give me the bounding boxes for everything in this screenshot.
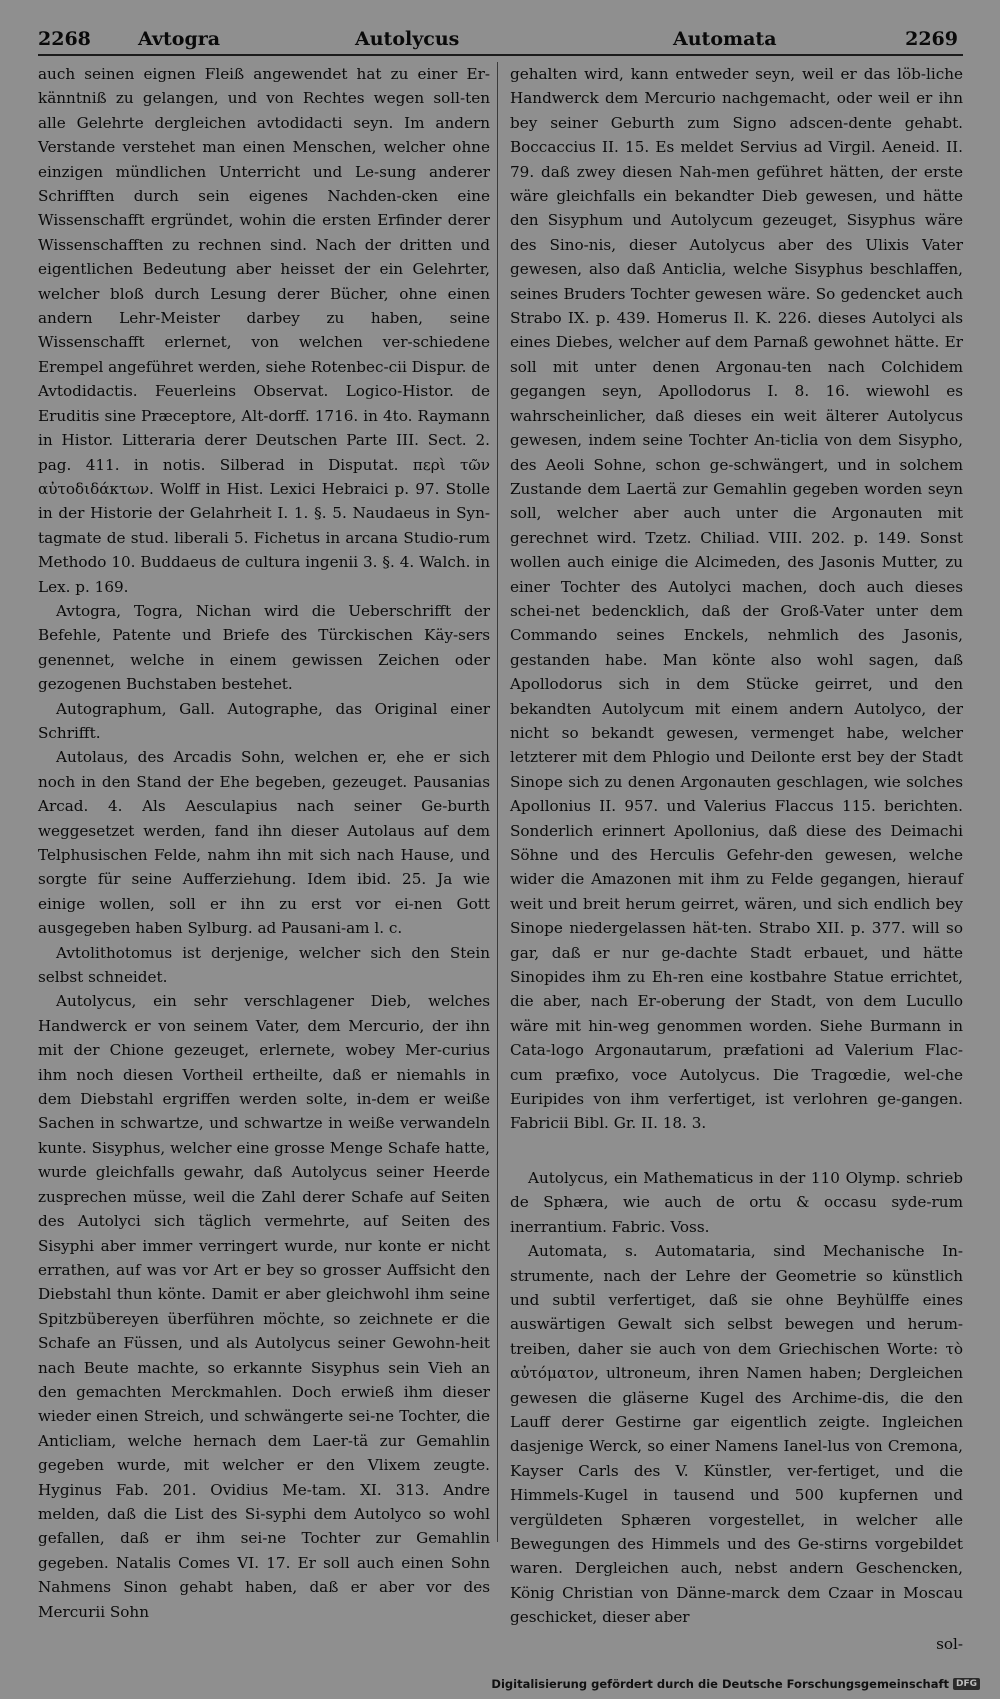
- column-divider: [497, 62, 498, 1542]
- entry-autolycus: Autolycus, ein sehr verschlagener Dieb, welches Handwerck er von seinem Vater, dem Mercurio, der ihn mit der Chione gezeuget, erlernete, wobey Mer-curius ihm noch diesen Vortheil ertheilte, daß er niemahls in dem Diebstahl ergriffen werden solte, in-dem er weiße Sachen in schwartze, und schwartze in weiße verwandeln kunte. Sisyphus, welcher eine grosse Menge Schafe hatte, wurde gleichfalls gewahr, daß Autolycus seiner Heerde zusprechen müsse, weil die Zahl derer Schafe auf Seiten des Autolyci sich täglich vermehrte, auf Seiten des Sisyphi aber immer verringert wurde, nur konte er nicht errathen, auf was vor Art er bey so grosser Auffsicht den Diebstahl thun könte. Damit er aber gleichwohl ihm seine Spitzbübereyen überführen möchte, so zeichnete er die Schafe an Füssen, und als Autolycus seiner Gewohn-heit nach Beute machte, so erkannte Sisyphus sein Vieh an den gemachten Merckmahlen. Doch erwieß ihm dieser wieder einen Streich, und schwängerte sei-ne Tochter, die Anticliam, welche hernach dem Laer-tä zur Gemahlin gegeben wurde, mit welcher er den Vlixem zeugte. Hyginus Fab. 201. Ovidius Me-tam. XI. 313. Andre melden, daß die List des Si-syphi dem Autolyco so wohl gefallen, daß er ihm sei-ne Tochter zur Gemahlin gegeben. Natalis Comes VI. 17. Er soll auch einen Sohn Nahmens Sinon gehabt haben, daß er aber vor des Mercurii Sohn: [38, 992, 490, 1621]
- digitization-footer: [491, 1677, 980, 1691]
- page-number-right: 2269: [905, 28, 958, 50]
- entry-autolycus-cont: gehalten wird, kann entweder seyn, weil er das löb-liche Handwerck dem Mercurio nachgemacht, oder weil er ihn bey seiner Geburth zum Signo adscen-dente gehabt. Boccaccius II. 15. Es meldet Servius ad Virgil. Aeneid. II. 79. daß zwey diesen Nah-men geführet hätten, der erste wäre gleichfalls ein bekandter Dieb gewesen, und hätte den Sisyphum und Autolycum gezeuget, Sisyphus wäre des Sino-nis, dieser Autolycus aber des Ulixis Vater gewesen, also daß Anticlia, welche Sisyphus beschlaffen, seines Bruders Tochter gewesen wäre. So gedencket auch Strabo IX. p. 439. Homerus Il. K. 226. dieses Autolyci als eines Diebes, welcher auf dem Parnaß gewohnet hätte. Er soll mit unter denen Argonau-ten nach Colchidem gegangen seyn, Apollodorus I. 8. 16. wiewohl es wahrscheinlicher, daß dieses ein weit älterer Autolycus gewesen, indem seine Tochter An-ticlia von dem Sisypho, des Aeoli Sohne, schon ge-schwängert, und in solchem Zustande dem Laertä zur Gemahlin gegeben worden seyn soll, welcher aber auch unter die Argonauten mit gerechnet wird. Tzetz. Chiliad. VIII. 202. p. 149. Sonst wollen auch einige die Alcimeden, des Jasonis Mutter, zu einer Tochter des Autolyci machen, doch auch dieses schei-net bedencklich, daß der Groß-Vater unter dem Commando seines Enckels, nehmlich des Jasonis, gestanden habe. Man könte also wohl sagen, daß Apollodorus sich in dem Stücke geirret, und den bekandten Autolycum mit einem andern Autolyco, der nicht so bekandt gewesen, vermenget habe, welcher letzterer mit dem Phlogio und Deilonte erst bey der Stadt Sinope sich zu denen Argonauten geschlagen, wie solches Apollonius II. 957. und Valerius Flaccus 115. berichten. Sonderlich erinnert Apollonius, daß diese des Deimachi Söhne und des Herculis Gefehr-den gewesen, welche wider die Amazonen mit ihm zu Felde gegangen, hierauf weit und breit herum geirret, wären, und sich endlich bey Sinope niedergelassen hät-ten. Strabo XII. p. 377. will so gar, daß er nur ge-dachte Stadt erbauet, und hätte Sinopides ihm zu Eh-ren eine kostbahre Statue errichtet, die aber, nach Er-oberung der Stadt, von dem Lucullo wäre mit hin-weg genommen worden. Siehe Burmann in Cata-logo Argonautarum, præfationi ad Valerium Flac-cum præfixo, voce Autolycus. Die Tragœdie, wel-che Euripides von ihm verfertiget, ist verlohren ge-gangen. Fabricii Bibl. Gr. II. 18. 3.: [510, 65, 963, 1133]
- entry-avtodidactus-cont: auch seinen eignen Fleiß angewendet hat zu einer Er-känntniß zu gelangen, und von Rechtes wegen soll-ten alle Gelehrte dergleichen avtodidacti seyn. Im andern Verstande verstehet man einen Menschen, welcher ohne einzigen mündlichen Unterricht und Le-sung anderer Schrifften durch sein eigenes Nachden-cken eine Wissenschafft ergründet, wohin die ersten Erfinder derer Wissenschafften zu rechnen sind. Nach der dritten und eigentlichen Bedeutung aber heisset der ein Gelehrter, welcher bloß durch Lesung derer Bücher, ohne einen andern Lehr-Meister darbey zu haben, seine Wissenschafft erlernet, von welchen ver-schiedene Erempel angeführet werden, siehe Rotenbec-cii Dispur. de Avtodidactis. Feuerleins Observat. Logico-Histor. de Eruditis sine Præceptore, Alt-dorff. 1716. in 4to. Raymann in Histor. Litteraria derer Deutschen Parte III. Sect. 2. pag. 411. in notis. Silberad in Disputat. περὶ τῶν αὐτοδιδάκτων. Wolff in Hist. Lexici Hebraici p. 97. Stolle in der Historie der Gelahrheit I. 1. §. 5. Naudaeus in Syn-tagmate de stud. liberali 5. Fichetus in arcana Studio-rum Methodo 10. Buddaeus de cultura ingenii 3. §. 4. Walch. in Lex. p. 169.: [38, 65, 490, 596]
- entry-gap: [510, 1136, 963, 1166]
- entry-automata: Automata, s. Automataria, sind Mechanische In-strumente, nach der Lehre der Geometrie so künstlich und subtil verfertiget, daß sie ohne Beyhülffe eines auswärtigen Gewalt sich selbst bewegen und herum-treiben, daher sie auch von dem Griechischen Worte: τὸ αὐτόματον, ultroneum, ihren Namen haben; Dergleichen gewesen die gläserne Kugel des Archime-dis, die den Lauff derer Gestirne gar eigentlich zeigte. Ingleichen dasjenige Werck, so einer Namens Ianel-lus von Cremona, Kayser Carls des V. Künstler, ver-fertiget, und die Himmels-Kugel in tausend und 500 kupfernen und vergüldeten Sphæren vorgestellet, in welcher alle Bewegungen des Himmels und des Ge-stirns vorgebildet waren. Dergleichen auch, nebst andern Geschencken, König Christian von Dänne-marck dem Czaar in Moscau geschicket, dieser aber: [510, 1242, 963, 1627]
- page-number-left: 2268: [38, 28, 91, 50]
- page-header: [38, 22, 958, 56]
- entry-avtolithotomus: Avtolithotomus ist derjenige, welcher sich den Stein selbst schneidet.: [38, 943, 490, 987]
- entry-avtogra: Avtogra, Togra, Nichan wird die Ueberschrifft der Befehle, Patente und Briefe des Türckischen Käy-sers genennet, welche in einem gewissen Zeichen oder gezogenen Buchstaben bestehet.: [38, 601, 490, 694]
- left-column: [38, 62, 490, 1624]
- catchword-bottom: sol-: [936, 1634, 963, 1653]
- entry-autolaus: Autolaus, des Arcadis Sohn, welchen er, ehe er sich noch in den Stand der Ehe begeben, gezeuget. Pausanias Arcad. 4. Als Aesculapius nach seiner Ge-burth weggesetzet werden, fand ihn dieser Autolaus auf dem Telphusischen Felde, nahm ihn mit sich nach Hause, und sorgte für seine Aufferziehung. Idem ibid. 25. Ja wie einige wollen, soll er ihn zu erst vor ei-nen Gott ausgegeben haben Sylburg. ad Pausani-am l. c.: [38, 748, 490, 938]
- catchword-center: Autolycus: [355, 28, 460, 50]
- catchword-left: Avtogra: [138, 28, 221, 50]
- entry-autolycus-mathematicus: Autolycus, ein Mathematicus in der 110 Olymp. schrieb de Sphæra, wie auch de ortu & occasu syde-rum inerrantium. Fabric. Voss.: [510, 1168, 963, 1236]
- catchword-right: Automata: [673, 28, 777, 50]
- header-rule: [38, 54, 963, 56]
- right-column: [510, 62, 963, 1656]
- footer-text: Digitalisierung gefördert durch die Deutsche Forschungsgemeinschaft: [491, 1677, 949, 1691]
- dfg-logo: DFG: [953, 1678, 980, 1690]
- entry-autographum: Autographum, Gall. Autographe, das Original einer Schrifft.: [38, 699, 490, 742]
